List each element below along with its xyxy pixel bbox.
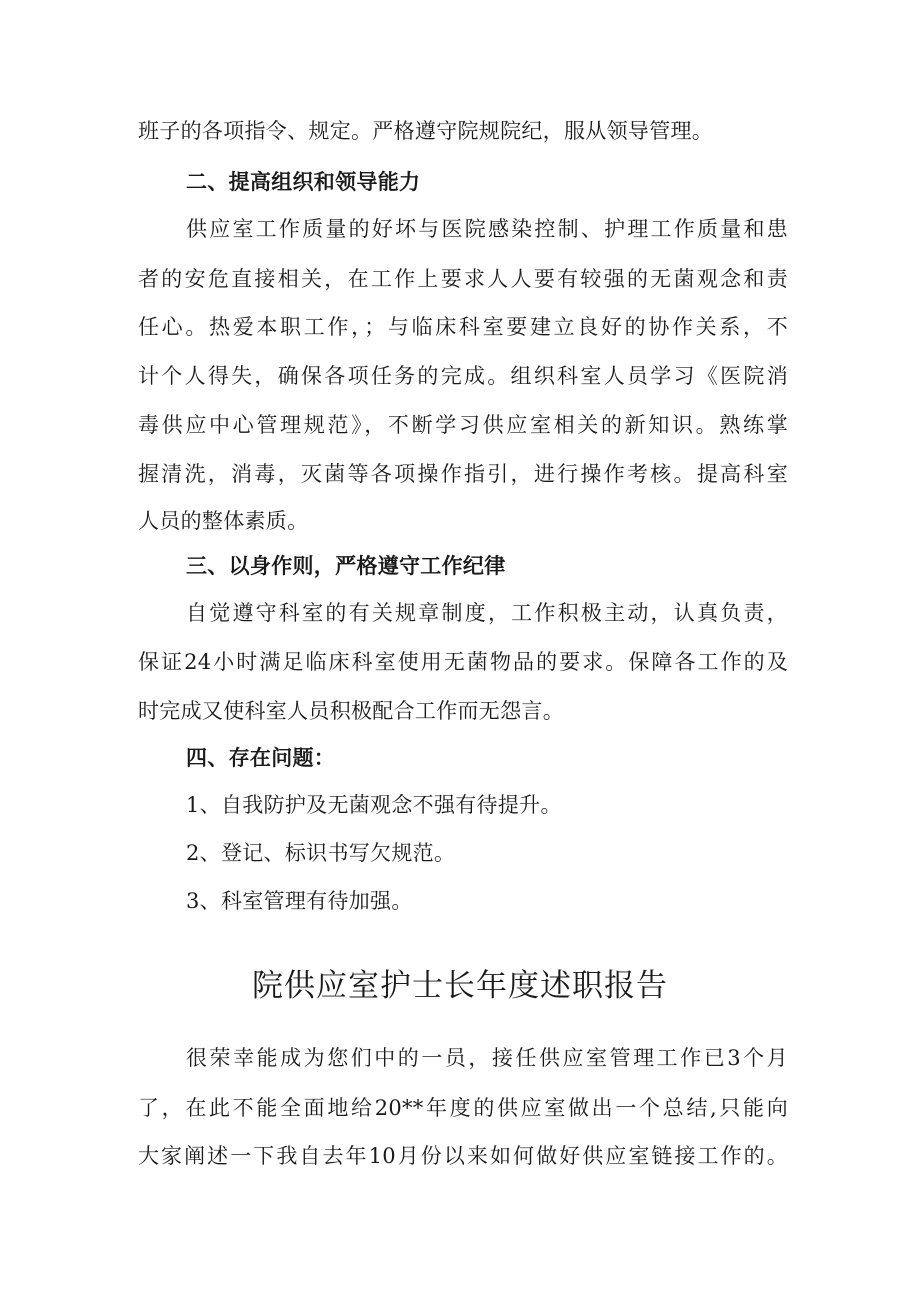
section-heading-3: 三、以身作则，严格遵守工作纪律	[186, 553, 506, 578]
paragraph-line: 任心。热爱本职工作，；与临床科室要建立良好的协作关系，不	[138, 315, 788, 339]
paragraph-line: 计个人得失，确保各项任务的完成。组织科室人员学习《医院消	[138, 364, 788, 388]
paragraph-line: 者的安危直接相关，在工作上要求人人要有较强的无菌观念和责	[138, 267, 788, 291]
list-item: 1、自我防护及无菌观念不强有待提升。	[186, 793, 562, 817]
report-title: 院供应室护士长年度述职报告	[252, 968, 668, 1004]
paragraph-line: 班子的各项指令、规定。严格遵守院规院纪，服从领导管理。	[138, 119, 714, 143]
paragraph-line: 供应室工作质量的好坏与医院感染控制、护理工作质量和患	[186, 217, 788, 241]
paragraph-line: 握清洗，消毒，灭菌等各项操作指引，进行操作考核。提高科室	[138, 462, 788, 486]
paragraph-line: 保证24小时满足临床科室使用无菌物品的要求。保障各工作的及	[138, 650, 788, 674]
section-heading-2: 二、提高组织和领导能力	[186, 169, 421, 194]
list-item: 2、登记、标识书写欠规范。	[186, 841, 456, 865]
paragraph-line: 了，在此不能全面地给20**年度的供应室做出一个总结,只能向	[138, 1096, 788, 1120]
paragraph-line: 自觉遵守科室的有关规章制度，工作积极主动，认真负责，	[186, 601, 788, 625]
paragraph-line: 时完成又使科室人员积极配合工作而无怨言。	[138, 699, 564, 723]
paragraph-line: 很荣幸能成为您们中的一员，接任供应室管理工作已3个月	[186, 1046, 788, 1070]
paragraph-line: 毒供应中心管理规范》，不断学习供应室相关的新知识。熟练掌	[138, 413, 788, 437]
paragraph-line: 人员的整体素质。	[138, 509, 309, 533]
paragraph-line: 大家阐述一下我自去年10月份以来如何做好供应室链接工作的。	[138, 1144, 788, 1168]
section-heading-4: 四、存在问题：	[186, 745, 336, 770]
list-item: 3、科室管理有待加强。	[186, 889, 413, 913]
